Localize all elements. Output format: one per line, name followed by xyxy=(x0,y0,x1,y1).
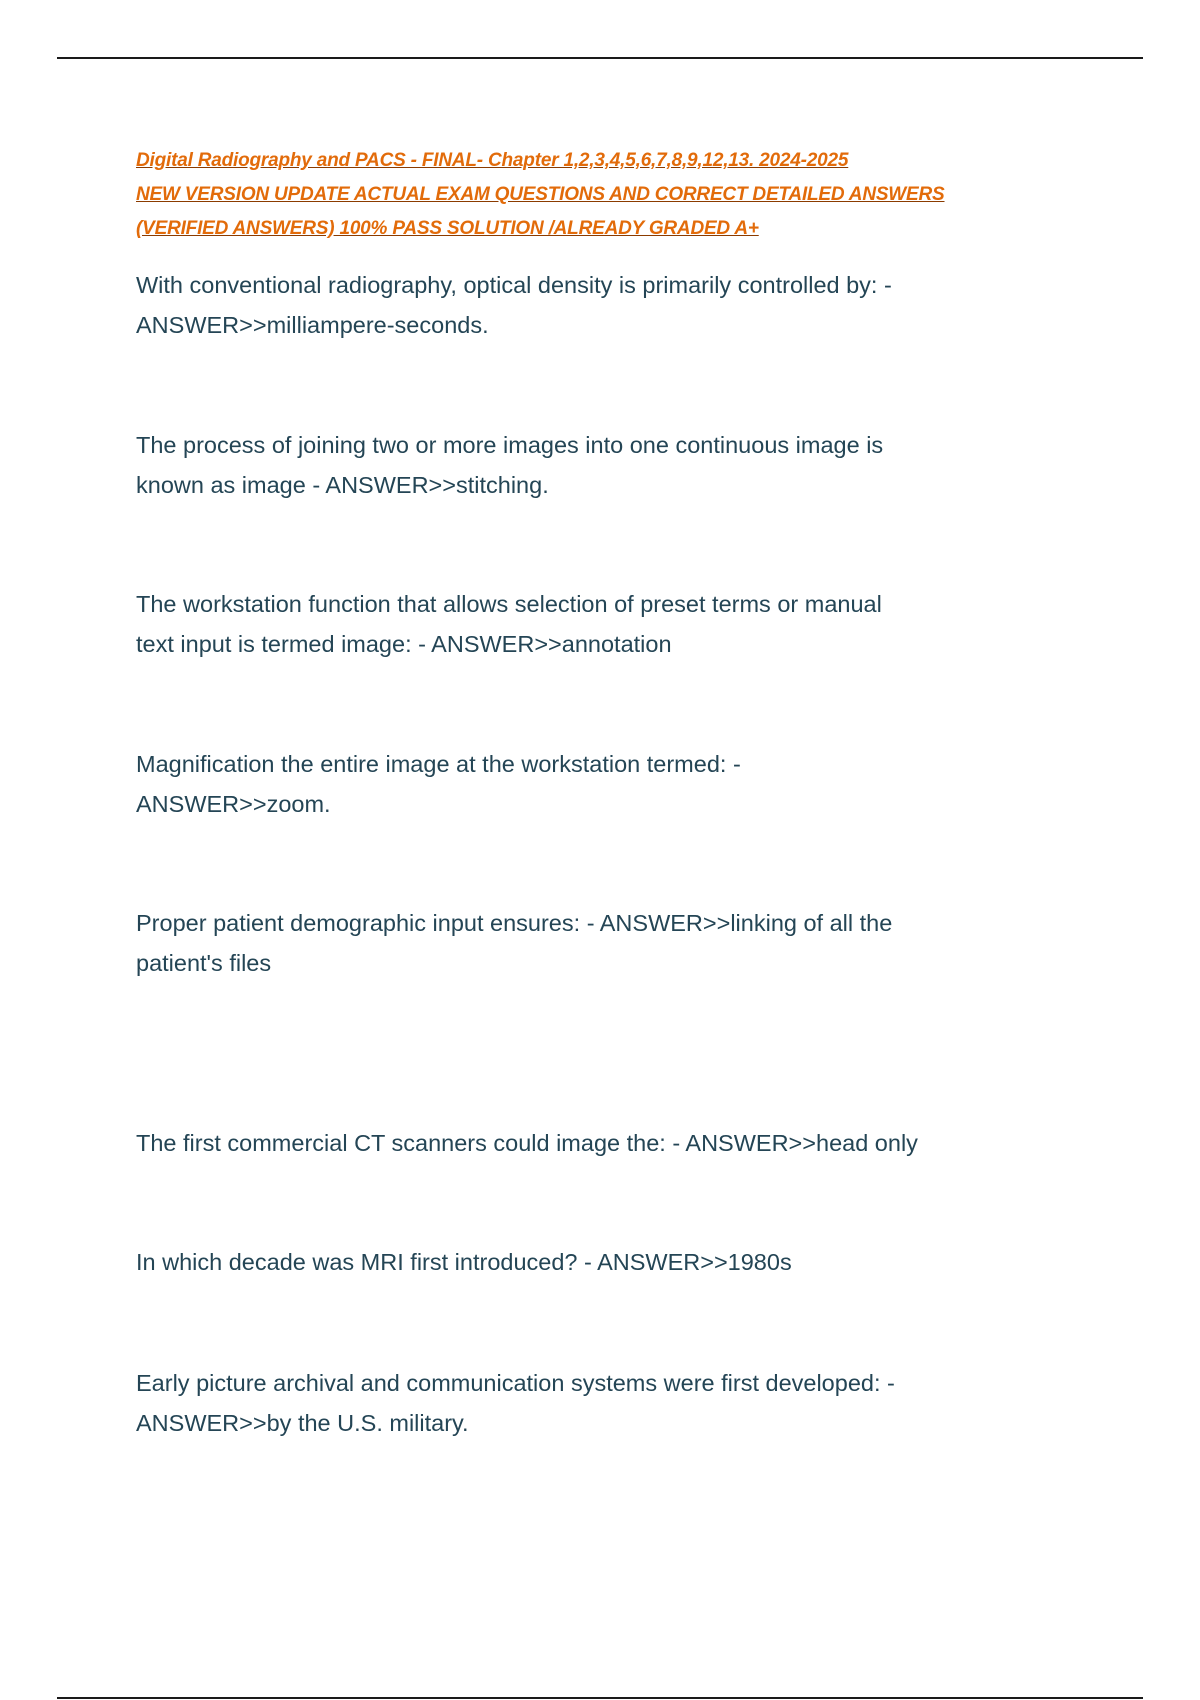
title-line-2: NEW VERSION UPDATE ACTUAL EXAM QUESTIONS AND CORRECT DETAILED ANSWERS xyxy=(136,184,945,205)
qa-item-4 xyxy=(136,744,1036,824)
qa-item-7 xyxy=(136,1242,1036,1282)
qa-line: The workstation function that allows selection of preset terms or manual xyxy=(136,591,882,617)
qa-item-3 xyxy=(136,584,1036,664)
qa-line: The process of joining two or more images into one continuous image is xyxy=(136,432,884,458)
qa-line: Proper patient demographic input ensures: - ANSWER>>linking of all the xyxy=(136,910,893,936)
qa-item-6 xyxy=(136,1123,1036,1163)
title-line-3: (VERIFIED ANSWERS) 100% PASS SOLUTION /ALREADY GRADED A+ xyxy=(136,218,759,239)
qa-line: ANSWER>>by the U.S. military. xyxy=(136,1410,469,1436)
qa-line: With conventional radiography, optical density is primarily controlled by: - xyxy=(136,272,892,298)
qa-line: known as image - ANSWER>>stitching. xyxy=(136,472,549,498)
qa-line: patient's files xyxy=(136,950,272,976)
qa-line: Early picture archival and communication systems were first developed: - xyxy=(136,1370,895,1396)
qa-line: The first commercial CT scanners could image the: - ANSWER>>head only xyxy=(136,1130,918,1156)
qa-item-5 xyxy=(136,903,1036,983)
title-line-1: Digital Radiography and PACS - FINAL- Chapter 1,2,3,4,5,6,7,8,9,12,13. 2024-2025 xyxy=(136,150,849,171)
footer-rule xyxy=(57,1697,1143,1699)
qa-line: In which decade was MRI first introduced? - ANSWER>>1980s xyxy=(136,1249,792,1275)
qa-line: ANSWER>>zoom. xyxy=(136,791,331,817)
qa-item-8 xyxy=(136,1363,1036,1443)
qa-item-1 xyxy=(136,265,1036,345)
header-rule xyxy=(57,57,1143,59)
qa-line: text input is termed image: - ANSWER>>annotation xyxy=(136,631,672,657)
document-title xyxy=(136,144,1036,246)
qa-line: Magnification the entire image at the workstation termed: - xyxy=(136,751,741,777)
qa-line: ANSWER>>milliampere-seconds. xyxy=(136,312,489,338)
qa-item-2 xyxy=(136,425,1036,505)
